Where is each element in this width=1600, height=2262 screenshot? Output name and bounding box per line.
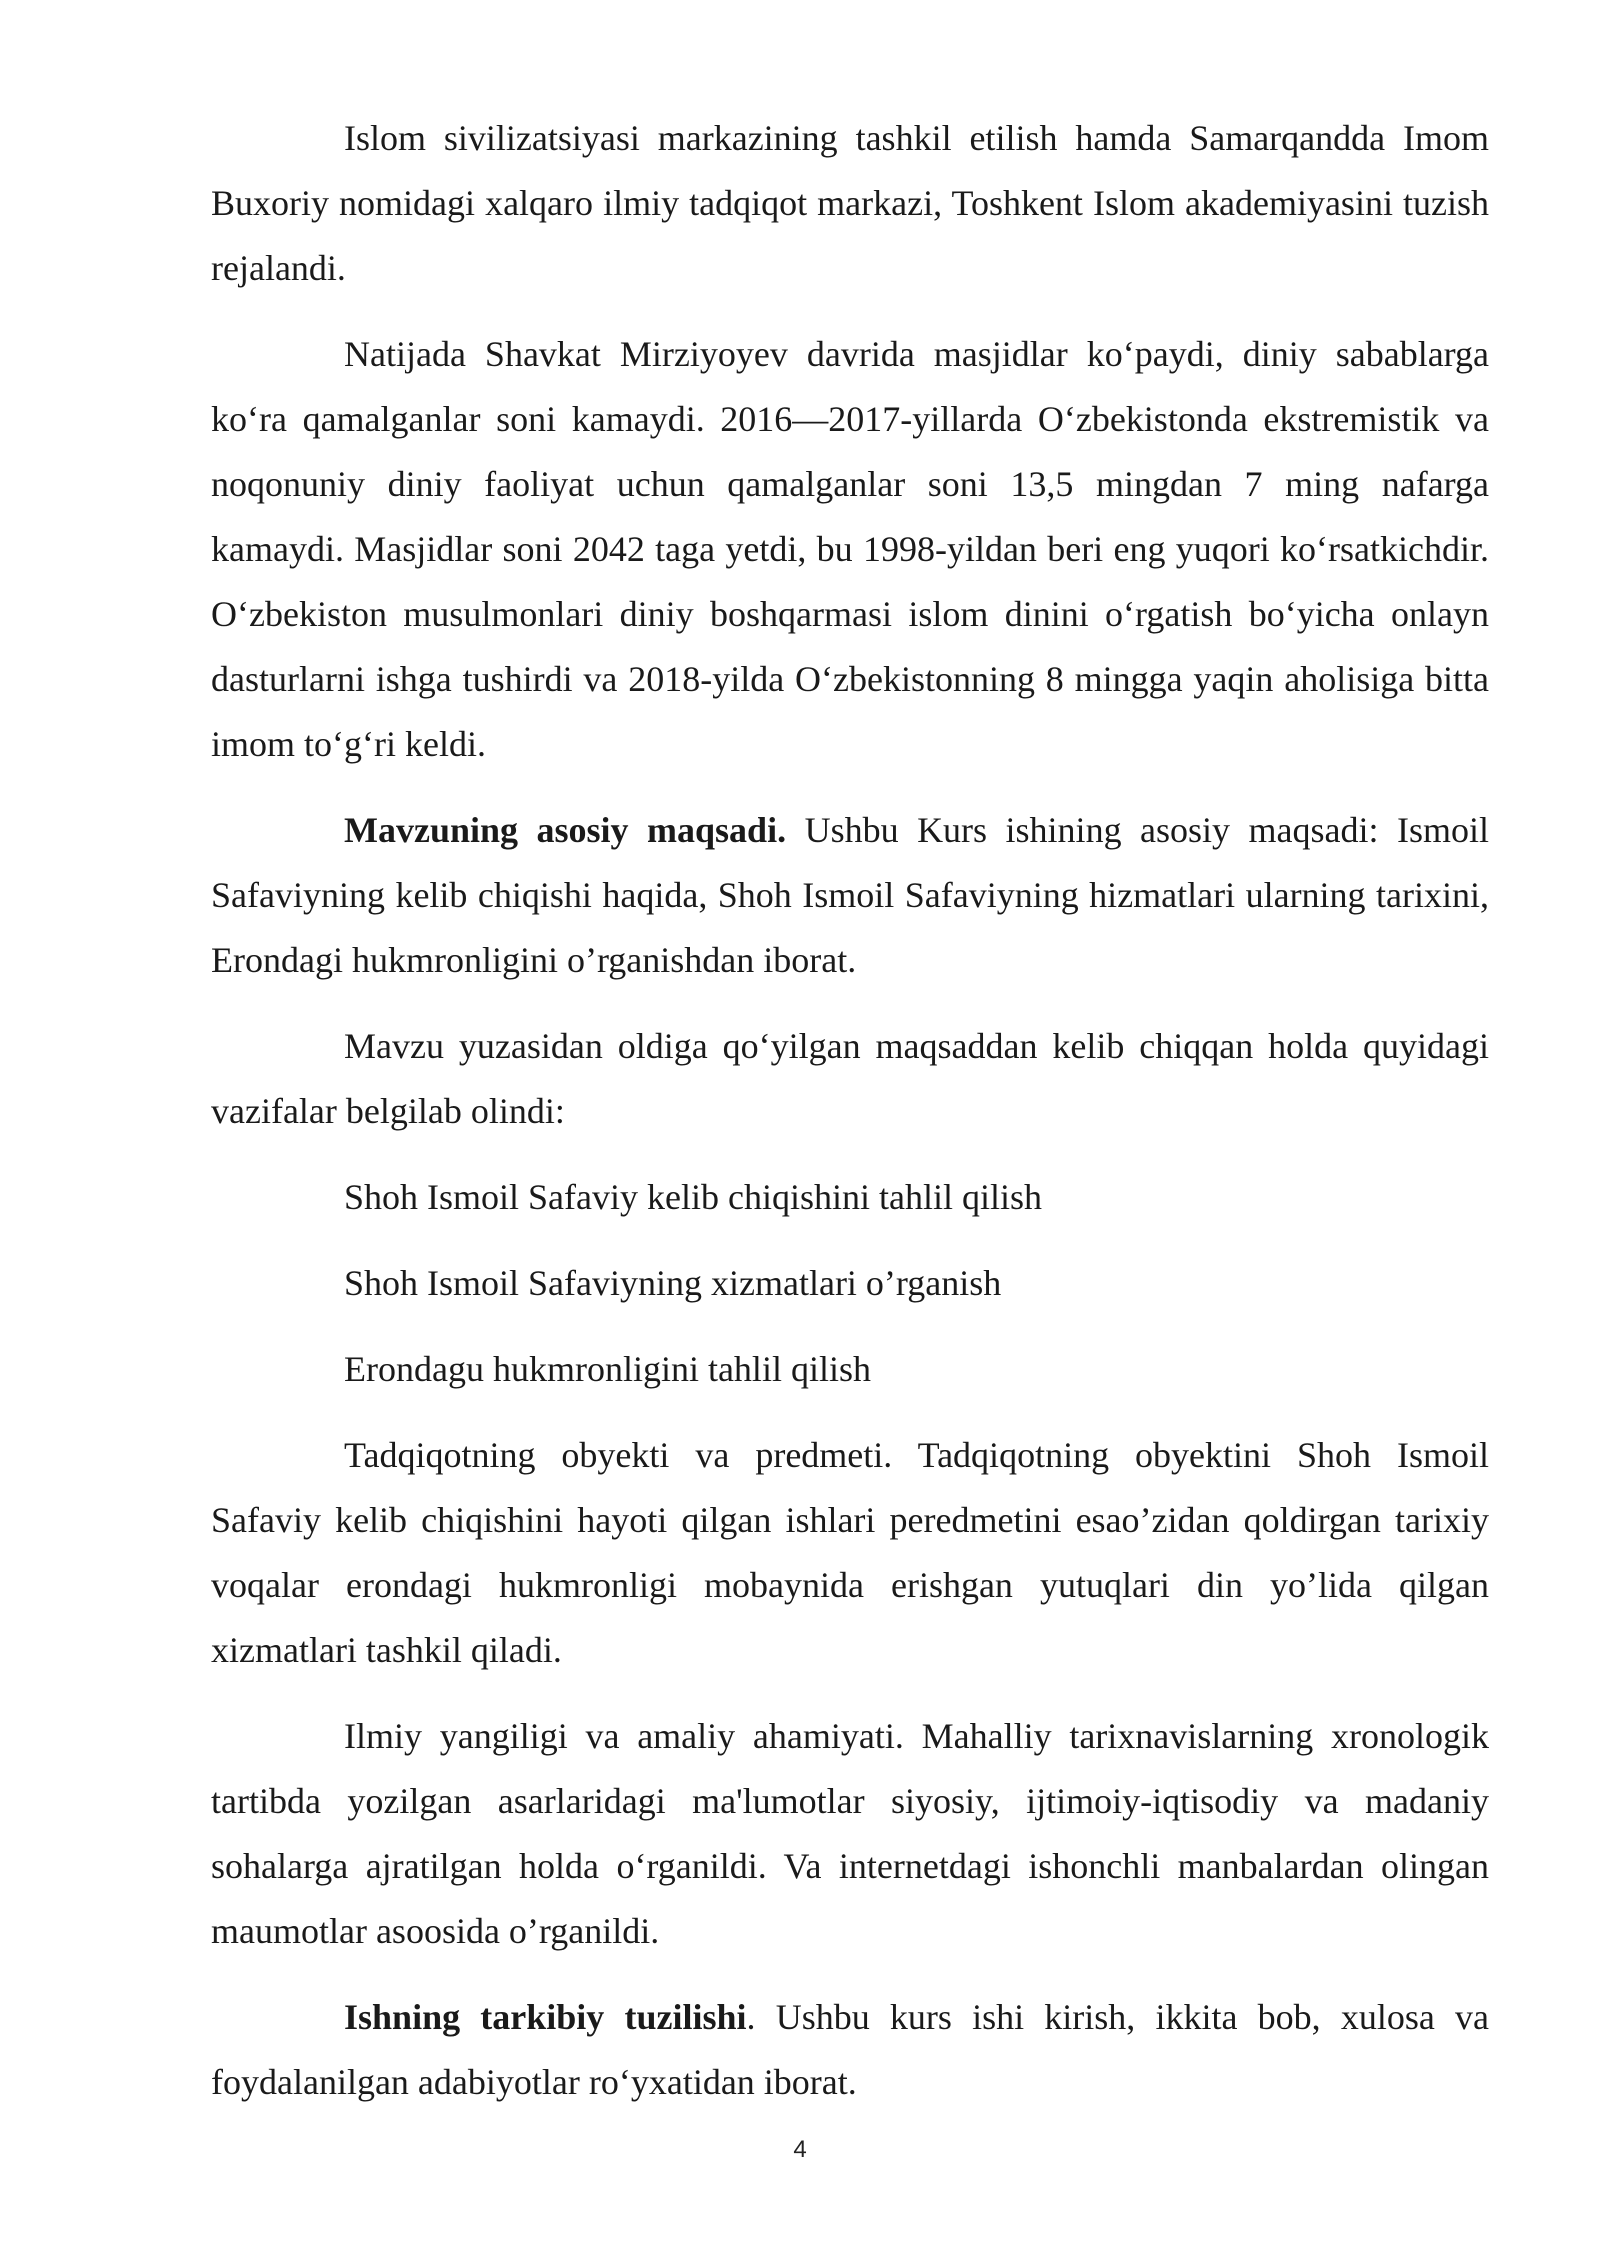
page-number: 4 [793,2136,807,2163]
task-text: Shoh Ismoil Safaviy kelib chiqishini tahlil qilish [344,1177,1042,1217]
paragraph-text: Mavzu yuzasidan oldiga qoʻyilgan maqsaddan kelib chiqqan holda quyidagi vazifalar belgilab olindi: [211,1026,1489,1131]
paragraph-structure [211,1985,1489,2115]
paragraph-main-goal [211,798,1489,993]
paragraph-mosque-statistics [211,322,1489,777]
paragraph-text: Natijada Shavkat Mirziyoyev davrida masjidlar koʻpaydi, diniy sabablarga koʻra qamalganlar soni kamaydi. 2016—2017-yillarda Oʻzbekistonda ekstremistik va noqonuniy diniy faoliyat uchun qamalganlar soni 13,5 mingdan 7 ming nafarga kamaydi. Masjidlar soni 2042 taga yetdi, bu 1998-yildan beri eng yuqori koʻrsatkichdir. Oʻzbekiston musulmonlari diniy boshqarmasi islom dinini oʻrgatish boʻyicha onlayn dasturlarni ishga tushirdi va 2018-yilda Oʻzbekistonning 8 mingga yaqin aholisiga bitta imom toʻgʻri keldi. [211,334,1489,764]
document-page [211,106,1489,2136]
paragraph-islamic-centers [211,106,1489,301]
section-heading-structure: Ishning tarkibiy tuzilishi [344,1997,747,2037]
paragraph-text: . Ushbu kurs ishi kirish, ikkita bob, xulosa va foydalanilgan adabiyotlar roʻyxatidan iborat. [211,1997,1489,2102]
task-item [211,1337,1489,1402]
task-text: Erondagu hukmronligini tahlil qilish [344,1349,871,1389]
task-text: Shoh Ismoil Safaviyning xizmatlari o’rganish [344,1263,1002,1303]
task-item [211,1165,1489,1230]
task-item [211,1251,1489,1316]
section-heading-main-goal: Mavzuning asosiy maqsadi. [344,810,787,850]
paragraph-text: Tadqiqotning obyekti va predmeti. Tadqiqotning obyektini Shoh Ismoil Safaviy kelib chiqishini hayoti qilgan ishlari peredmetini esao’zidan qoldirgan tarixiy voqalar erondagi hukmronligi mobaynida erishgan yutuqlari din yo’lida qilgan xizmatlari tashkil qiladi. [211,1435,1489,1670]
paragraph-research-object [211,1423,1489,1683]
paragraph-scientific-novelty [211,1704,1489,1964]
paragraph-text: Ushbu Kurs ishining asosiy maqsadi: Ismoil Safaviyning kelib chiqishi haqida, Shoh Ismoil Safaviyning hizmatlari ularning tarixini, Erondagi hukmronligini o’rganishdan iborat. [211,810,1490,980]
paragraph-tasks-intro [211,1014,1489,1144]
paragraph-text: Islom sivilizatsiyasi markazining tashkil etilish hamda Samarqandda Imom Buxoriy nomidagi xalqaro ilmiy tadqiqot markazi, Toshkent Islom akademiyasini tuzish rejalandi. [211,118,1489,288]
paragraph-text: Ilmiy yangiligi va amaliy ahamiyati. Mahalliy tarixnavislarning xronologik tartibda yozilgan asarlaridagi ma'lumotlar siyosiy, ijtimoiy-iqtisodiy va madaniy sohalarga ajratilgan holda oʻrganildi. Va internetdagi ishonchli manbalardan olingan maumotlar asoosida o’rganildi. [211,1716,1489,1951]
